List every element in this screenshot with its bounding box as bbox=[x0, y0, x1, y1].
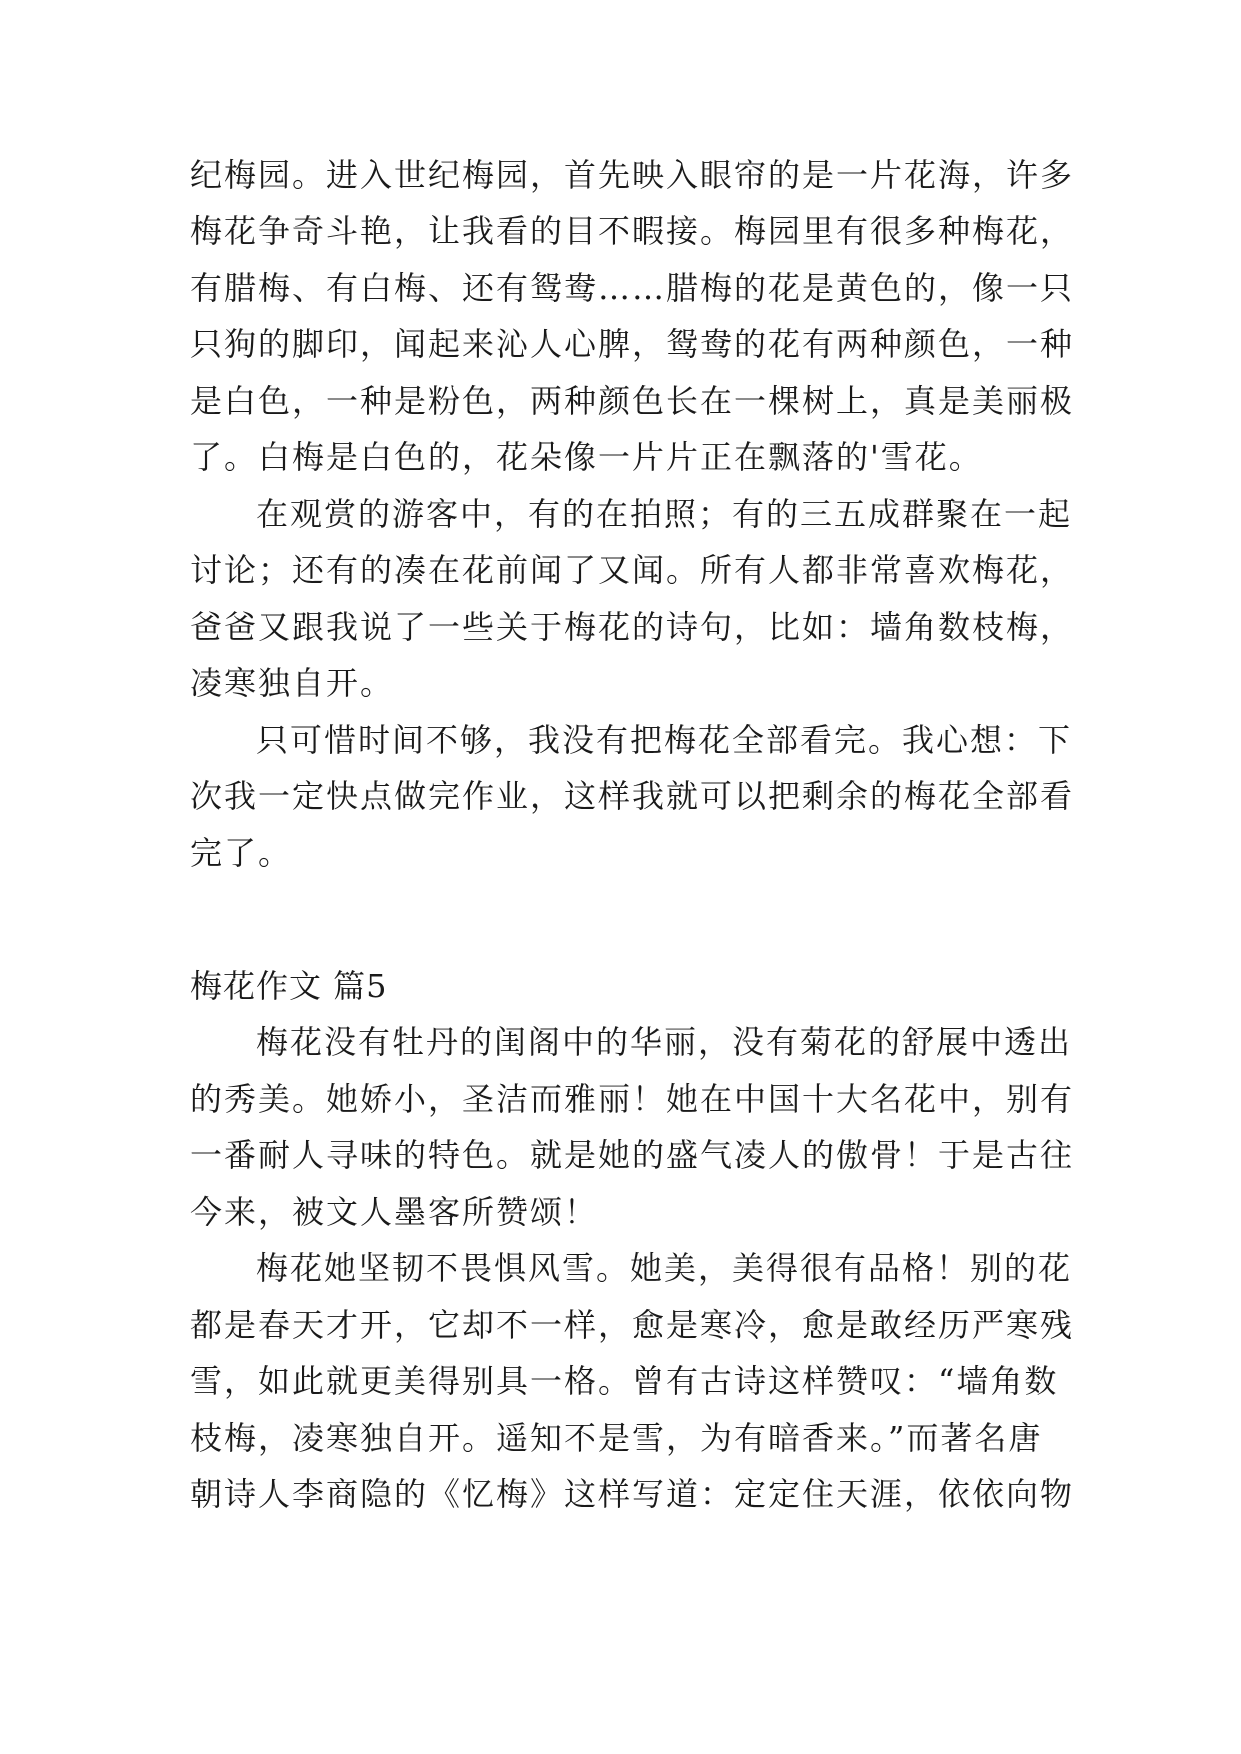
paragraph-line: 凌寒独自开。 bbox=[190, 664, 395, 702]
paragraph-line: 今来，被文人墨客所赞颂！ bbox=[190, 1193, 599, 1231]
paragraph-line: 一番耐人寻味的特色。就是她的盛气凌人的傲骨！于是古往 bbox=[190, 1136, 1075, 1174]
paragraph-line: 了。白梅是白色的，花朵像一片片正在飘落的'雪花。 bbox=[190, 438, 983, 476]
paragraph-line: 梅花她坚韧不畏惧风雪。她美，美得很有品格！别的花 bbox=[256, 1249, 1073, 1287]
paragraph-line: 朝诗人李商隐的《忆梅》这样写道：定定住天涯，依依向物 bbox=[190, 1475, 1075, 1513]
paragraph-line: 纪梅园。进入世纪梅园，首先映入眼帘的是一片花海，许多 bbox=[190, 156, 1075, 194]
paragraph-line: 梅花没有牡丹的闺阁中的华丽，没有菊花的舒展中透出 bbox=[256, 1023, 1073, 1061]
paragraph-line: 完了。 bbox=[190, 834, 293, 872]
paragraph-line: 雪，如此就更美得别具一格。曾有古诗这样赞叹：“墙角数 bbox=[190, 1362, 1059, 1400]
paragraph-line: 只狗的脚印，闻起来沁人心脾，鸳鸯的花有两种颜色，一种 bbox=[190, 325, 1075, 363]
paragraph-line: 在观赏的游客中，有的在拍照；有的三五成群聚在一起 bbox=[256, 495, 1073, 533]
paragraph-line: 有腊梅、有白梅、还有鸳鸯……腊梅的花是黄色的，像一只 bbox=[190, 269, 1075, 307]
section-heading: 梅花作文 篇5 bbox=[190, 967, 388, 1005]
paragraph-line: 都是春天才开，它却不一样，愈是寒冷，愈是敢经历严寒残 bbox=[190, 1306, 1075, 1344]
paragraph-line: 爸爸又跟我说了一些关于梅花的诗句，比如：墙角数枝梅， bbox=[190, 608, 1075, 646]
paragraph-line: 是白色，一种是粉色，两种颜色长在一棵树上，真是美丽极 bbox=[190, 382, 1075, 420]
paragraph-line: 的秀美。她娇小，圣洁而雅丽！她在中国十大名花中，别有 bbox=[190, 1080, 1075, 1118]
paragraph-line: 讨论；还有的凑在花前闻了又闻。所有人都非常喜欢梅花， bbox=[190, 551, 1075, 589]
paragraph-line: 次我一定快点做完作业，这样我就可以把剩余的梅花全部看 bbox=[190, 777, 1075, 815]
paragraph-line: 梅花争奇斗艳，让我看的目不暇接。梅园里有很多种梅花， bbox=[190, 212, 1075, 250]
paragraph-line: 只可惜时间不够，我没有把梅花全部看完。我心想：下 bbox=[256, 721, 1073, 759]
paragraph-line: 枝梅，凌寒独自开。遥知不是雪，为有暗香来。”而著名唐 bbox=[190, 1419, 1043, 1457]
